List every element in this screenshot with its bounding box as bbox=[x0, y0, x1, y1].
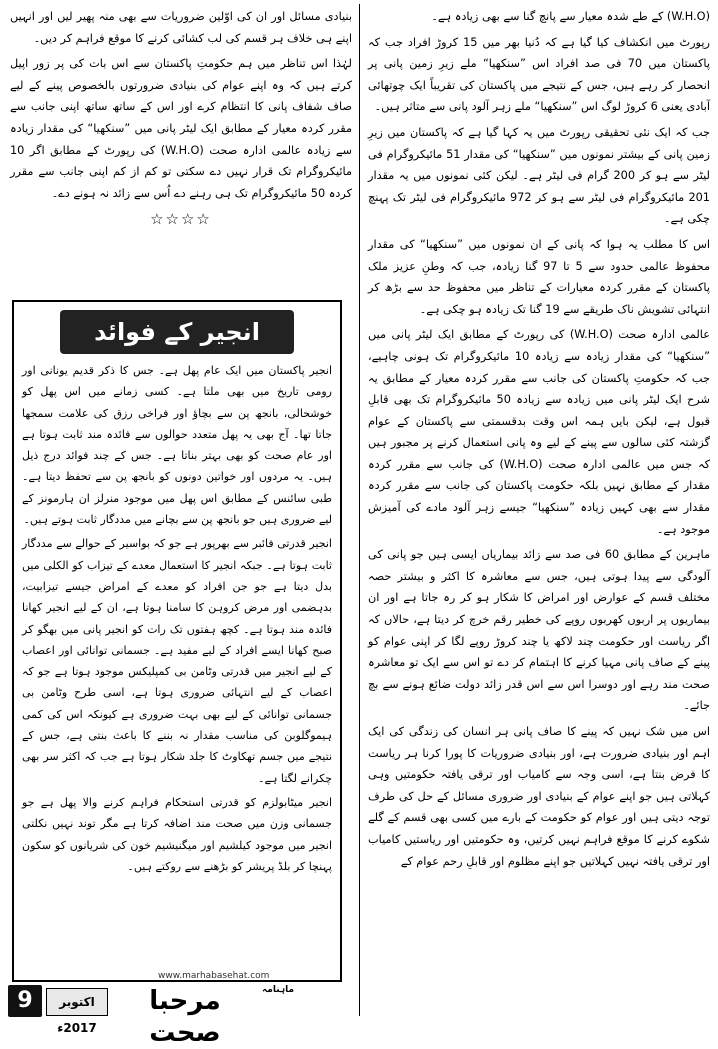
paragraph: ماہرین کے مطابق 60 فی صد سے زائد بیماریاں ایسی ہیں جو پانی کی آلودگی سے پیدا ہوتی ہیں، جس سے معاشرہ کا اکثر و بیشتر حصہ مختلف قسم کے عوارض اور امراض کا شکار ہو کر رہ جاتا ہے اور ان بیماریوں پر اربوں کھربوں روپے کی خطیر رقم خرچ کر دیتا ہے، حالاں کہ اگر ریاست اور حکومت چند لاکھ یا چند کروڑ روپے لگا کر اپنی عوام کو پینے کے صاف پانی مہیا کرنے کا اہتمام کر دے تو اس سے ایک تو معاشرہ صحت مند رہے اور دوسرا اس سے اس قدر زائد دولت ضائع ہونے سے بچ جائے۔ bbox=[368, 548, 711, 713]
paragraph: لہٰذا اس تناظر میں ہم حکومتِ پاکستان سے اس بات کی پر زور اپیل کرتے ہیں کہ وہ اپنے عوام کی بنیادی ضرورتوں بالخصوص پینے کے لیے صاف شفاف پانی کا انتظام کرے اور اس کے ساتھ ساتھ اپنی جانب سے مقرر کردہ معیار کے مطابق ایک لیٹر پانی میں ”سنکھیا“ کی مقدار زیادہ سے زیادہ عالمی ادارہ صحت (W.H.O) کی رپورٹ کے مطابق اگر 10 مائیکروگرام تک قرار نہیں دے سکتی تو کم از کم اپنی جانب سے مقرر کردہ 50 مائیکروگرام تک ہی رہنے دے اُس سے زائد نہ ہونے دے۔ bbox=[10, 57, 352, 200]
box-paragraph: انجیر پاکستان میں ایک عام پھل ہے۔ جس کا ذکر قدیم یونانی اور رومی تاریخ میں بھی ملتا ہے۔ کسی زمانے میں اس پھل کو خوشحالی، بانجھ پن سے بچاؤ اور فراخی رزق کی علامت سمجھا جاتا تھا۔ آج بھی یہ پھل متعدد حوالوں سے فائدہ مند ثابت ہوتا ہے اور عام صحت کو بھی بہتر بناتا ہے۔ جس کے چند فوائد درج ذیل ہیں۔ یہ مردوں اور خواتین دونوں کو بانجھ پن سے تحفظ دیتا ہے۔ طبی سائنس کے مطابق اس پھل میں موجود منرلز ان ہارمونز کے لیے ضروری ہیں جو بانجھ پن سے بچانے میں مددگار ثابت ہوتے ہیں۔ bbox=[22, 364, 332, 527]
website-url[interactable]: www.marhabasehat.com bbox=[158, 971, 270, 981]
left-column bbox=[10, 6, 352, 232]
box-title: انجیر کے فوائد bbox=[60, 310, 294, 354]
column-divider bbox=[359, 4, 360, 1016]
issue-date: اکتوبر 2017ء bbox=[46, 988, 108, 1016]
box-paragraph: انجیر قدرتی فائبر سے بھرپور ہے جو کہ بواسیر کے حوالے سے مددگار ثابت ہوتا ہے۔ جبکہ انجیر کا استعمال معدے کے تیزاب کو الکلی میں بدل دیتا ہے جو جن افراد کو معدے کے امراض جیسے تیزابیت، بدہضمی اور مرض کروہن کا سامنا ہوتا ہے، ان کے لیے انجیر کھانا فائدہ مند ہوتا ہے۔ کچھ ہفتوں تک رات کو انجیر پانی میں بھگو کر صبح کھانا ایسے افراد کے لیے مفید ہے۔ جسمانی توانائی اور اعصاب کے لیے انجیر میں قدرتی وٹامن بی کمپلیکس موجود ہوتا ہے جو کہ اعصاب کے لیے انتہائی ضروری ہوتا ہے، اسی طرح وٹامن بی جسمانی توانائی کے لیے بھی بہت ضروری ہے کیونکہ اس کی کمی ہیموگلوبن کی مناسب مقدار نہ بننے کا باعث بنتی ہے، جس کے نتیجے میں جسم تھکاوٹ کا جلد شکار ہوتا ہے جب کہ اکثر سر بھی چکرانے لگتا ہے۔ bbox=[22, 537, 332, 785]
right-column bbox=[368, 6, 710, 876]
paragraph: (W.H.O) کے طے شدہ معیار سے پانچ گنا سے بھی زیادہ ہے۔ bbox=[431, 10, 710, 23]
paragraph: جب کہ ایک نئی تحقیقی رپورٹ میں یہ کہا گیا ہے کہ پاکستان میں زیرِ زمین پانی کے بیشتر نمونوں میں ”سنکھیا“ کی مقدار 51 مائیکروگرام فی لیٹر سے ہو کر 200 گرام فی لیٹر ہے۔ لیکن کئی نمونوں میں یہ مقدار 201 مائیکروگرام فی لیٹر سے ہو کر 972 مائیکروگرام فی لیٹر تک پہنچ چکی ہے۔ bbox=[368, 125, 711, 226]
magazine-label: ماہنامہ bbox=[262, 985, 295, 995]
magazine-logo: مرحبا صحت bbox=[149, 986, 221, 1048]
page-number: 9 bbox=[8, 985, 42, 1017]
paragraph: عالمی ادارہ صحت (W.H.O) کی رپورٹ کے مطابق ایک لیٹر پانی میں ”سنکھیا“ کی مقدار زیادہ سے زیادہ 10 مائیکروگرام تک ہونی چاہیے، جب کہ حکومتِ پاکستان کی جانب سے مقرر کردہ معیار کے مطابق یہ شرح ایک لیٹر پانی میں زیادہ سے زیادہ 50 مائیکروگرام تک بھی قابلِ قبول ہے، لیکن بایں ہمہ اس وقت بدقسمتی سے پاکستان کے عوام گزشتہ کئی سالوں سے پینے کے لیے وہ پانی استعمال کرنے پر مجبور ہیں کہ جس میں عالمی ادارہ صحت (W.H.O) کی جانب سے مقرر کردہ مقدار کے مطابق نہیں بلکہ حکومت پاکستان کی جانب سے مقرر کردہ مقدار سے بھی کہیں زیادہ ”سنکھیا“ جیسے زہر آلود مادے کی آمیزش موجود ہے۔ bbox=[368, 328, 710, 536]
stars-separator: ☆☆☆☆ bbox=[150, 210, 212, 229]
paragraph: اس میں شک نہیں کہ پینے کا صاف پانی ہر انسان کی زندگی کی ایک اہم اور بنیادی ضرورت ہے، اور بنیادی ضروریات کا پورا کرنا ہر ریاست کا فرض بنتا ہے، اسی وجہ سے کامیاب اور ترقی یافتہ حکومتیں وہی کہلاتی ہیں جو اپنے عوام کے بنیادی اور ضروری مسائل کے حل کی طرف توجہ دیتی ہیں اور عوام کو حکومت کے بارے میں کسی بھی قسم کے گلے شکوے کرنے کا موقع فراہم نہیں کرتیں، وہ حکومتیں اور ریاستیں کامیاب اور ترقی یافتہ نہیں کہلاتیں جو اپنے مظلوم اور قابلِ رحم عوام کے bbox=[368, 725, 710, 868]
article-box-fig-benefits bbox=[12, 300, 342, 982]
paragraph: اس کا مطلب یہ ہوا کہ پانی کے ان نمونوں میں ”سنکھیا“ کی مقدار محفوظ عالمی حدود سے 5 تا 97 گنا زیادہ، جب کہ وطنِ عزیز ملک پاکستان کے مقرر کردہ معیارات کے تناظر میں محفوظ حد سے بڑھ کر انتہائی تشویش ناک طریقے سے 19 گنا تک زیادہ ہو چکی ہے۔ bbox=[368, 237, 711, 316]
box-paragraph: انجیر میٹابولزم کو قدرتی استحکام فراہم کرنے والا پھل ہے جو جسمانی وزن میں صحت مند اضافہ کرتا ہے مگر توند نہیں نکلتی انجیر میں موجود کیلشیم اور میگنیشیم خون کی شریانوں کو سکون پہنچا کر بلڈ پریشر کو بڑھنے سے روکتے ہیں۔ bbox=[22, 795, 332, 873]
paragraph: رپورٹ میں انکشاف کیا گیا ہے کہ دُنیا بھر میں 15 کروڑ افراد جب کہ پاکستان میں 70 فی صد افراد اس ”سنکھیا“ ملے زیرِ زمین پانی پر انحصار کر رہے ہیں، جس کے نتیجے میں پاکستان کی تقریباً ایک چوتھائی آبادی یعنی 6 کروڑ لوگ اس ”سنکھیا“ ملے زہر آلود پانی سے متاثر ہیں۔ bbox=[368, 35, 710, 114]
page-footer bbox=[8, 971, 354, 1048]
paragraph: بنیادی مسائل اور ان کی اوّلین ضروریات سے بھی منہ پھیر لیں اور انہیں اپنے ہی خلاف ہر قسم کی لب کشائی کرنے کا موقع فراہم کر دیں۔ bbox=[10, 10, 352, 45]
